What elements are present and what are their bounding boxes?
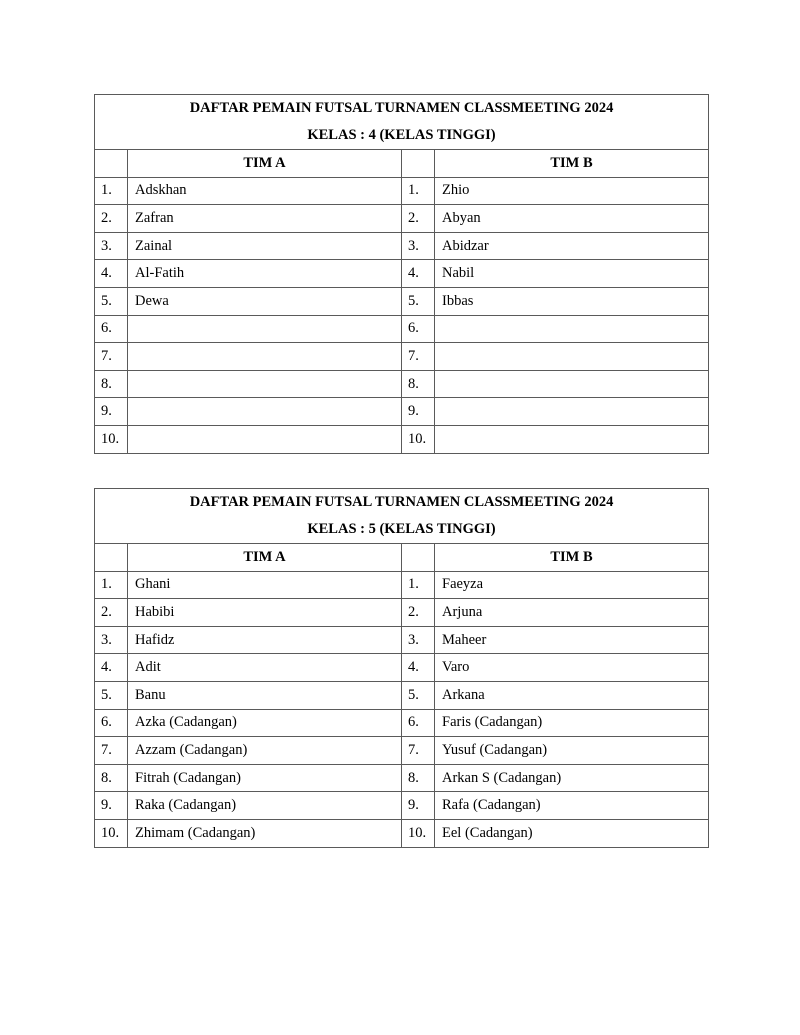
team-b-number: 1.	[402, 177, 435, 205]
table-title: DAFTAR PEMAIN FUTSAL TURNAMEN CLASSMEETING 2024	[189, 494, 614, 510]
team-b-number: 6.	[402, 709, 435, 737]
table-row	[95, 370, 709, 398]
team-a-number: 9.	[95, 398, 128, 426]
team-a-number: 10.	[95, 819, 128, 847]
header-spacer	[95, 544, 128, 572]
table-row	[95, 315, 709, 343]
header-spacer	[402, 544, 435, 572]
team-a-number: 4.	[95, 654, 128, 682]
team-b-player-name: Varo	[435, 654, 709, 682]
team-a-player-name: Banu	[128, 681, 402, 709]
team-a-number: 10.	[95, 425, 128, 453]
team-b-player-name: Zhio	[435, 177, 709, 205]
roster-table-body	[95, 489, 709, 848]
team-b-number: 5.	[402, 681, 435, 709]
team-b-player-name: Abyan	[435, 205, 709, 233]
table-row	[95, 737, 709, 765]
table-row	[95, 260, 709, 288]
table-row	[95, 571, 709, 599]
team-a-player-name: Al-Fatih	[128, 260, 402, 288]
team-a-number: 8.	[95, 370, 128, 398]
team-a-number: 7.	[95, 343, 128, 371]
table-row	[95, 626, 709, 654]
team-a-player-name: Raka (Cadangan)	[128, 792, 402, 820]
table-title-cell	[95, 95, 709, 150]
team-b-player-name: Arkana	[435, 681, 709, 709]
team-a-number: 9.	[95, 792, 128, 820]
team-a-player-name: Zhimam (Cadangan)	[128, 819, 402, 847]
team-a-player-name	[128, 343, 402, 371]
team-a-number: 3.	[95, 626, 128, 654]
team-a-player-name: Dewa	[128, 287, 402, 315]
table-row	[95, 709, 709, 737]
team-b-player-name	[435, 398, 709, 426]
table-row	[95, 681, 709, 709]
table-subtitle: KELAS : 4 (KELAS TINGGI)	[307, 127, 496, 143]
header-spacer	[95, 150, 128, 178]
team-a-number: 6.	[95, 709, 128, 737]
team-b-number: 10.	[402, 425, 435, 453]
team-b-number: 6.	[402, 315, 435, 343]
team-b-number: 2.	[402, 599, 435, 627]
team-header-row	[95, 150, 709, 178]
team-a-number: 1.	[95, 571, 128, 599]
team-b-player-name: Faris (Cadangan)	[435, 709, 709, 737]
team-a-number: 3.	[95, 232, 128, 260]
team-a-player-name	[128, 425, 402, 453]
team-b-player-name: Abidzar	[435, 232, 709, 260]
table-row	[95, 654, 709, 682]
table-title: DAFTAR PEMAIN FUTSAL TURNAMEN CLASSMEETING 2024	[189, 100, 614, 116]
roster-table-body	[95, 95, 709, 454]
team-b-number: 1.	[402, 571, 435, 599]
table-row	[95, 599, 709, 627]
team-a-number: 5.	[95, 681, 128, 709]
header-spacer	[402, 150, 435, 178]
team-b-number: 7.	[402, 737, 435, 765]
team-a-number: 2.	[95, 205, 128, 233]
table-row	[95, 819, 709, 847]
team-a-player-name: Habibi	[128, 599, 402, 627]
team-b-number: 8.	[402, 370, 435, 398]
team-b-number: 10.	[402, 819, 435, 847]
team-a-player-name	[128, 370, 402, 398]
team-b-header: TIM B	[435, 150, 709, 178]
table-subtitle: KELAS : 5 (KELAS TINGGI)	[307, 521, 496, 537]
team-b-number: 5.	[402, 287, 435, 315]
title-row	[95, 95, 709, 150]
table-row	[95, 425, 709, 453]
table-row	[95, 792, 709, 820]
team-a-player-name: Azzam (Cadangan)	[128, 737, 402, 765]
team-b-number: 3.	[402, 626, 435, 654]
team-b-player-name	[435, 315, 709, 343]
team-a-player-name: Zafran	[128, 205, 402, 233]
table-title-cell	[95, 489, 709, 544]
team-b-number: 4.	[402, 654, 435, 682]
team-a-player-name: Zainal	[128, 232, 402, 260]
team-a-player-name: Fitrah (Cadangan)	[128, 764, 402, 792]
team-b-player-name	[435, 425, 709, 453]
team-b-player-name: Maheer	[435, 626, 709, 654]
title-row	[95, 489, 709, 544]
team-b-number: 4.	[402, 260, 435, 288]
team-a-number: 6.	[95, 315, 128, 343]
team-b-player-name: Ibbas	[435, 287, 709, 315]
table-row	[95, 232, 709, 260]
team-a-player-name: Azka (Cadangan)	[128, 709, 402, 737]
team-b-player-name: Rafa (Cadangan)	[435, 792, 709, 820]
table-row	[95, 764, 709, 792]
roster-table-kelas-4	[94, 94, 709, 454]
team-a-player-name: Ghani	[128, 571, 402, 599]
team-a-player-name	[128, 315, 402, 343]
team-b-number: 2.	[402, 205, 435, 233]
team-b-header: TIM B	[435, 544, 709, 572]
team-b-player-name: Arjuna	[435, 599, 709, 627]
team-a-number: 5.	[95, 287, 128, 315]
table-row	[95, 287, 709, 315]
roster-table-kelas-5	[94, 488, 709, 848]
team-a-number: 2.	[95, 599, 128, 627]
team-a-number: 8.	[95, 764, 128, 792]
team-b-number: 7.	[402, 343, 435, 371]
team-b-player-name: Arkan S (Cadangan)	[435, 764, 709, 792]
team-a-number: 4.	[95, 260, 128, 288]
team-b-player-name: Eel (Cadangan)	[435, 819, 709, 847]
team-b-player-name: Nabil	[435, 260, 709, 288]
team-b-number: 3.	[402, 232, 435, 260]
team-b-number: 9.	[402, 398, 435, 426]
team-a-number: 1.	[95, 177, 128, 205]
team-b-player-name: Yusuf (Cadangan)	[435, 737, 709, 765]
table-row	[95, 343, 709, 371]
team-a-player-name: Hafidz	[128, 626, 402, 654]
table-row	[95, 398, 709, 426]
table-row	[95, 205, 709, 233]
team-a-player-name	[128, 398, 402, 426]
team-b-player-name	[435, 370, 709, 398]
team-a-number: 7.	[95, 737, 128, 765]
team-b-number: 8.	[402, 764, 435, 792]
team-b-number: 9.	[402, 792, 435, 820]
team-a-header: TIM A	[128, 544, 402, 572]
team-a-player-name: Adit	[128, 654, 402, 682]
table-row	[95, 177, 709, 205]
team-b-player-name: Faeyza	[435, 571, 709, 599]
team-a-player-name: Adskhan	[128, 177, 402, 205]
team-header-row	[95, 544, 709, 572]
team-b-player-name	[435, 343, 709, 371]
team-a-header: TIM A	[128, 150, 402, 178]
